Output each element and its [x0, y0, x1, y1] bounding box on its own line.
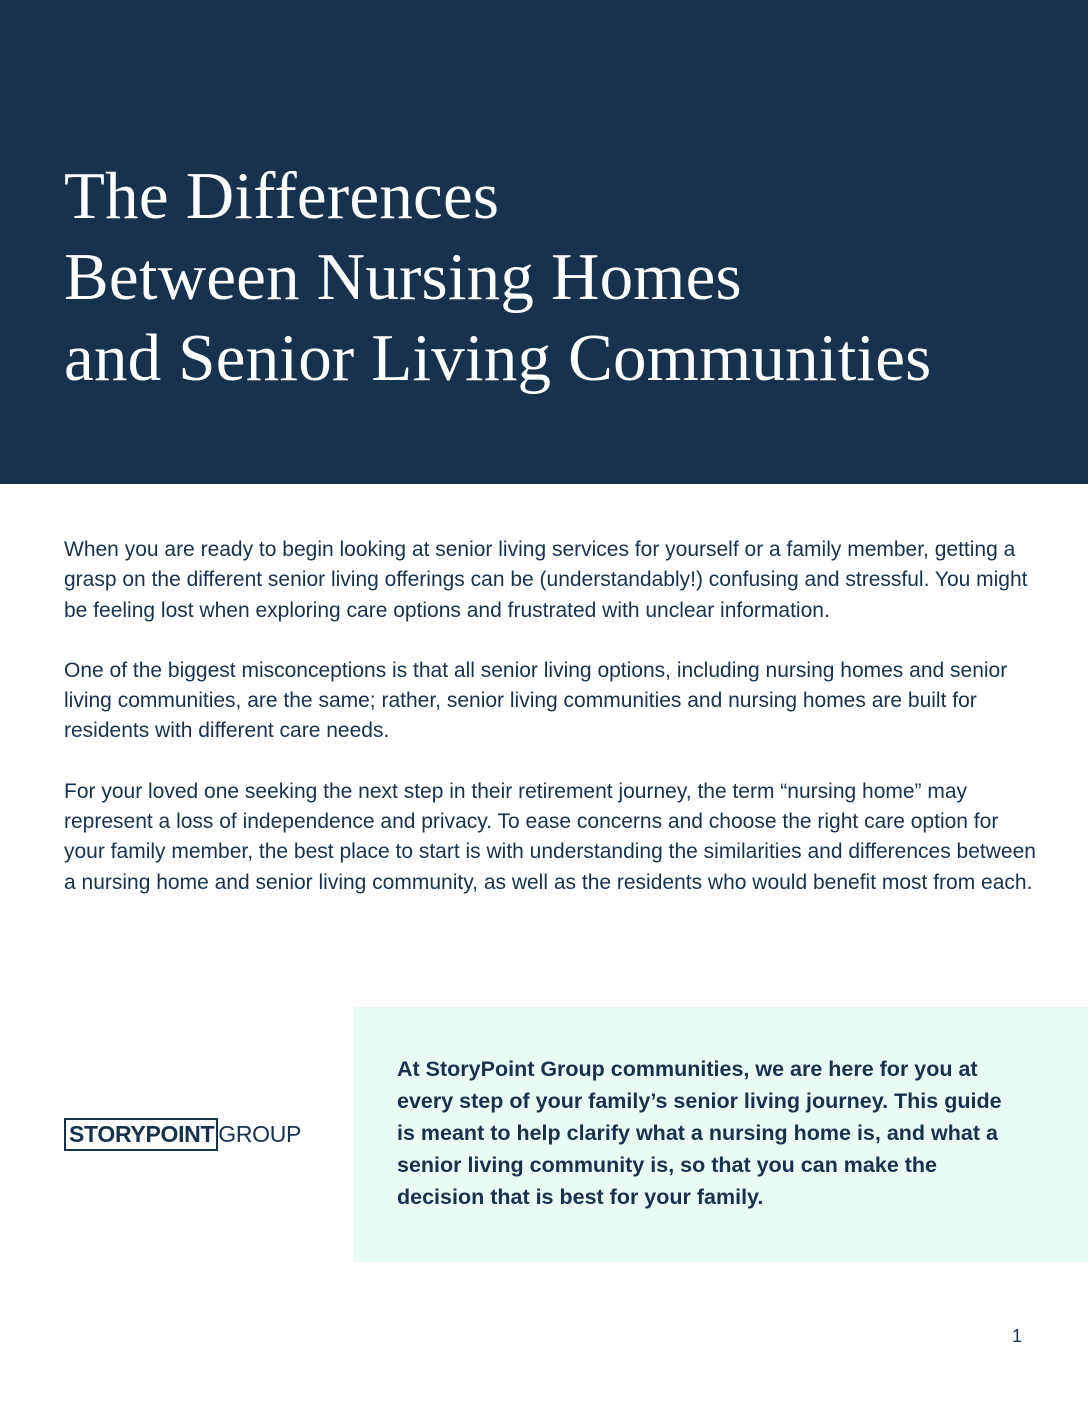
title-line: Between Nursing Homes — [64, 240, 742, 314]
callout-text: At StoryPoint Group communities, we are here for you at every step of your family’s senior living journey. This guide is meant to help clarify what a nursing home is, and what a senior living community is, so that you can make the decision that is best for your family. — [397, 1057, 1002, 1209]
intro-body — [64, 535, 1044, 928]
intro-paragraph: When you are ready to begin looking at senior living services for yourself or a family member, getting a grasp on the different senior living offerings can be (understandably!) confusing and stressful. You might be feeling lost when exploring care options and frustrated with unclear information. — [64, 538, 1028, 622]
title-line: The Differences — [64, 159, 500, 233]
intro-paragraph: For your loved one seeking the next step in their retirement journey, the term “nursing home” may represent a loss of independence and privacy. To ease concerns and choose the right care option for your family member, the best place to start is with understanding the similarities and differences between a nursing home and senior living community, as well as the residents who would benefit most from each. — [64, 779, 1036, 894]
storypoint-group-logo — [64, 1117, 301, 1152]
intro-paragraph: One of the biggest misconceptions is that all senior living options, including nursing homes and senior living communities, are the same; rather, senior living communities and nursing homes are built for residents with different care needs. — [64, 658, 1008, 743]
callout-box — [353, 1007, 1088, 1262]
page-title — [64, 156, 931, 399]
logo-wordmark-boxed: STORYPOINT — [64, 1118, 218, 1151]
header-band — [0, 0, 1088, 484]
title-line: and Senior Living Communities — [64, 321, 932, 395]
page-number: 1 — [1012, 1326, 1023, 1346]
logo-wordmark-group: GROUP — [218, 1121, 302, 1147]
